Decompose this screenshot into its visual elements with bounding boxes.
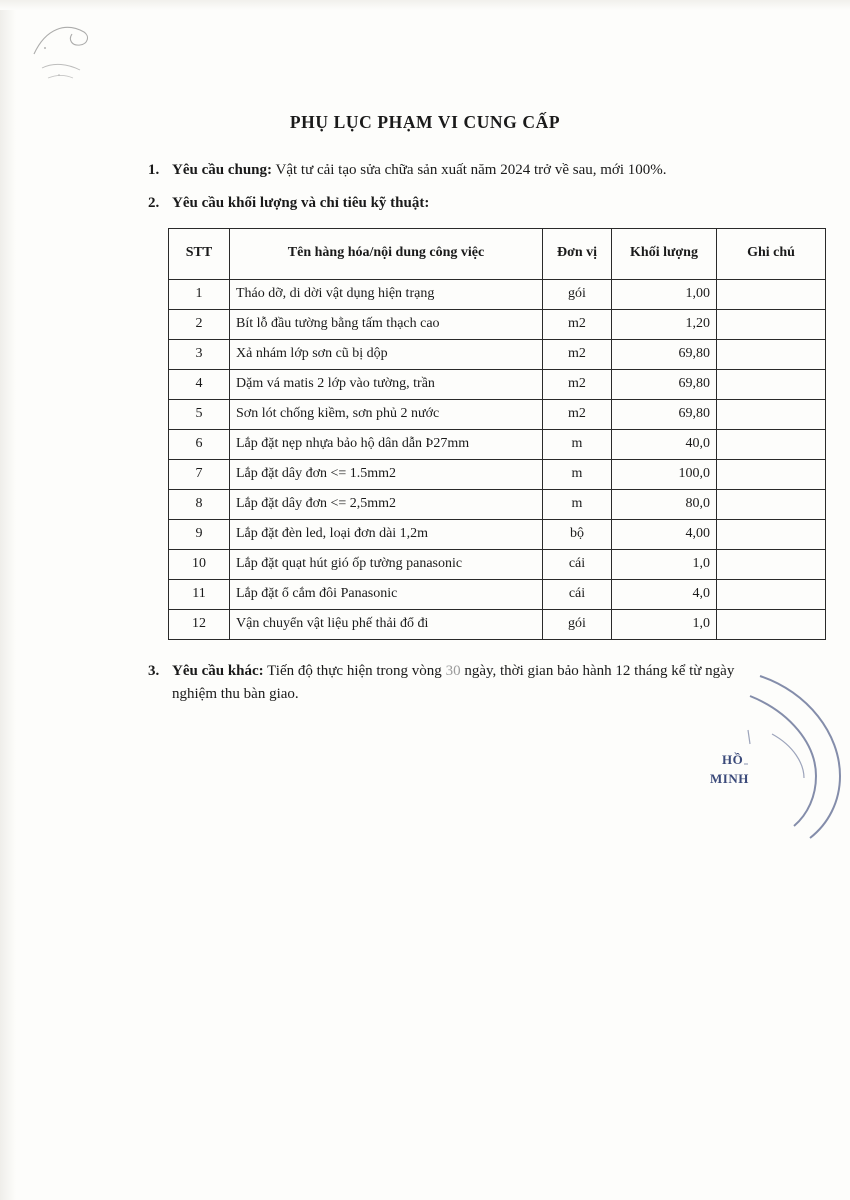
cell-stt: 1 — [169, 279, 230, 309]
clause-2-label: Yêu cầu khối lượng và chỉ tiêu kỹ thuật: — [172, 195, 430, 212]
cell-stt: 6 — [169, 429, 230, 459]
cell-unit: bộ — [543, 519, 612, 549]
table-row — [169, 519, 826, 549]
cell-note — [717, 519, 826, 549]
column-header-quantity: Khối lượng — [612, 228, 717, 279]
clause-1-body — [172, 159, 780, 182]
cell-quantity: 80,0 — [612, 489, 717, 519]
cell-unit: gói — [543, 609, 612, 639]
cell-note — [717, 429, 826, 459]
table-row — [169, 609, 826, 639]
cell-name: Lắp đặt đèn led, loại đơn dài 1,2m — [230, 519, 543, 549]
cell-quantity: 100,0 — [612, 459, 717, 489]
cell-name: Xả nhám lớp sơn cũ bị dộp — [230, 339, 543, 369]
cell-quantity: 1,00 — [612, 279, 717, 309]
cell-quantity: 69,80 — [612, 369, 717, 399]
table-row — [169, 279, 826, 309]
cell-unit: cái — [543, 549, 612, 579]
clause-2-body — [172, 192, 780, 215]
cell-quantity: 4,0 — [612, 579, 717, 609]
cell-quantity: 1,20 — [612, 309, 717, 339]
cell-stt: 4 — [169, 369, 230, 399]
cell-unit: m — [543, 429, 612, 459]
table-row — [169, 489, 826, 519]
cell-unit: m2 — [543, 399, 612, 429]
clause-3-duration-value: 30 — [445, 662, 461, 679]
clause-1-label: Yêu cầu chung: — [172, 162, 273, 178]
clause-2 — [148, 192, 780, 215]
cell-note — [717, 279, 826, 309]
cell-name: Lắp đặt ổ cắm đôi Panasonic — [230, 579, 543, 609]
clause-1 — [148, 159, 780, 182]
cell-name: Lắp đặt dây đơn <= 2,5mm2 — [230, 489, 543, 519]
cell-note — [717, 609, 826, 639]
clause-3-label: Yêu cầu khác: — [172, 662, 264, 679]
cell-unit: m — [543, 489, 612, 519]
cell-stt: 12 — [169, 609, 230, 639]
cell-note — [717, 579, 826, 609]
cell-stt: 10 — [169, 549, 230, 579]
table-body — [169, 279, 826, 639]
cell-quantity: 1,0 — [612, 549, 717, 579]
table-row — [169, 309, 826, 339]
cell-unit: m2 — [543, 309, 612, 339]
cell-stt: 11 — [169, 579, 230, 609]
table-row — [169, 459, 826, 489]
cell-note — [717, 549, 826, 579]
clause-2-number: 2. — [148, 195, 160, 212]
column-header-unit: Đơn vị — [543, 228, 612, 279]
cell-stt: 5 — [169, 399, 230, 429]
cell-stt: 2 — [169, 309, 230, 339]
page-title: PHỤ LỤC PHẠM VI CUNG CẤP — [289, 112, 561, 132]
cell-unit: cái — [543, 579, 612, 609]
cell-name: Sơn lót chống kiềm, sơn phủ 2 nước — [230, 399, 543, 429]
table-header-row — [169, 228, 826, 279]
specification-table — [168, 228, 826, 640]
cell-unit: gói — [543, 279, 612, 309]
table-row — [169, 369, 826, 399]
cell-name: Dặm vá matis 2 lớp vào tường, trần — [230, 369, 543, 399]
cell-name: Lắp đặt nẹp nhựa bảo hộ dân dẫn Þ27mm — [230, 429, 543, 459]
cell-name: Bít lỗ đầu tường bằng tấm thạch cao — [230, 309, 543, 339]
clause-3 — [148, 660, 780, 707]
table-row — [169, 429, 826, 459]
clause-1-text: Vật tư cải tạo sửa chữa sản xuất năm 2024 trở về sau, mới 100%. — [272, 162, 667, 178]
column-header-stt: STT — [169, 228, 230, 279]
official-seal-stamp-icon — [690, 672, 850, 842]
cell-quantity: 69,80 — [612, 399, 717, 429]
table-row — [169, 399, 826, 429]
cell-name: Lắp đặt dây đơn <= 1.5mm2 — [230, 459, 543, 489]
cell-stt: 9 — [169, 519, 230, 549]
cell-quantity: 69,80 — [612, 339, 717, 369]
cell-note — [717, 489, 826, 519]
cell-note — [717, 369, 826, 399]
cell-unit: m2 — [543, 339, 612, 369]
column-header-name: Tên hàng hóa/nội dung công việc — [230, 228, 543, 279]
table-row — [169, 549, 826, 579]
table-row — [169, 579, 826, 609]
cell-note — [717, 309, 826, 339]
table-row — [169, 339, 826, 369]
clause-3-body — [172, 660, 780, 707]
clause-3-text-before: Tiến độ thực hiện trong vòng — [263, 662, 446, 679]
cell-quantity: 1,0 — [612, 609, 717, 639]
stamp-line-1: HỒ — [722, 752, 744, 767]
stamp-line-2: MINH — [710, 771, 749, 786]
cell-name: Vận chuyển vật liệu phế thải đổ đi — [230, 609, 543, 639]
cell-note — [717, 459, 826, 489]
clause-3-text-after: ngày, thời gian bảo hành 12 tháng kể từ ngày nghiệm thu bàn giao. — [172, 662, 735, 702]
clause-1-number: 1. — [148, 162, 160, 178]
cell-stt: 8 — [169, 489, 230, 519]
cell-note — [717, 339, 826, 369]
cell-unit: m2 — [543, 369, 612, 399]
cell-stt: 3 — [169, 339, 230, 369]
table-header — [169, 228, 826, 279]
column-header-note: Ghi chú — [717, 228, 826, 279]
cell-name: Tháo dỡ, di dời vật dụng hiện trạng — [230, 279, 543, 309]
cell-quantity: 4,00 — [612, 519, 717, 549]
cell-quantity: 40,0 — [612, 429, 717, 459]
cell-unit: m — [543, 459, 612, 489]
cell-stt: 7 — [169, 459, 230, 489]
cell-name: Lắp đặt quạt hút gió ốp tường panasonic — [230, 549, 543, 579]
cell-note — [717, 399, 826, 429]
clause-3-number: 3. — [148, 662, 160, 679]
